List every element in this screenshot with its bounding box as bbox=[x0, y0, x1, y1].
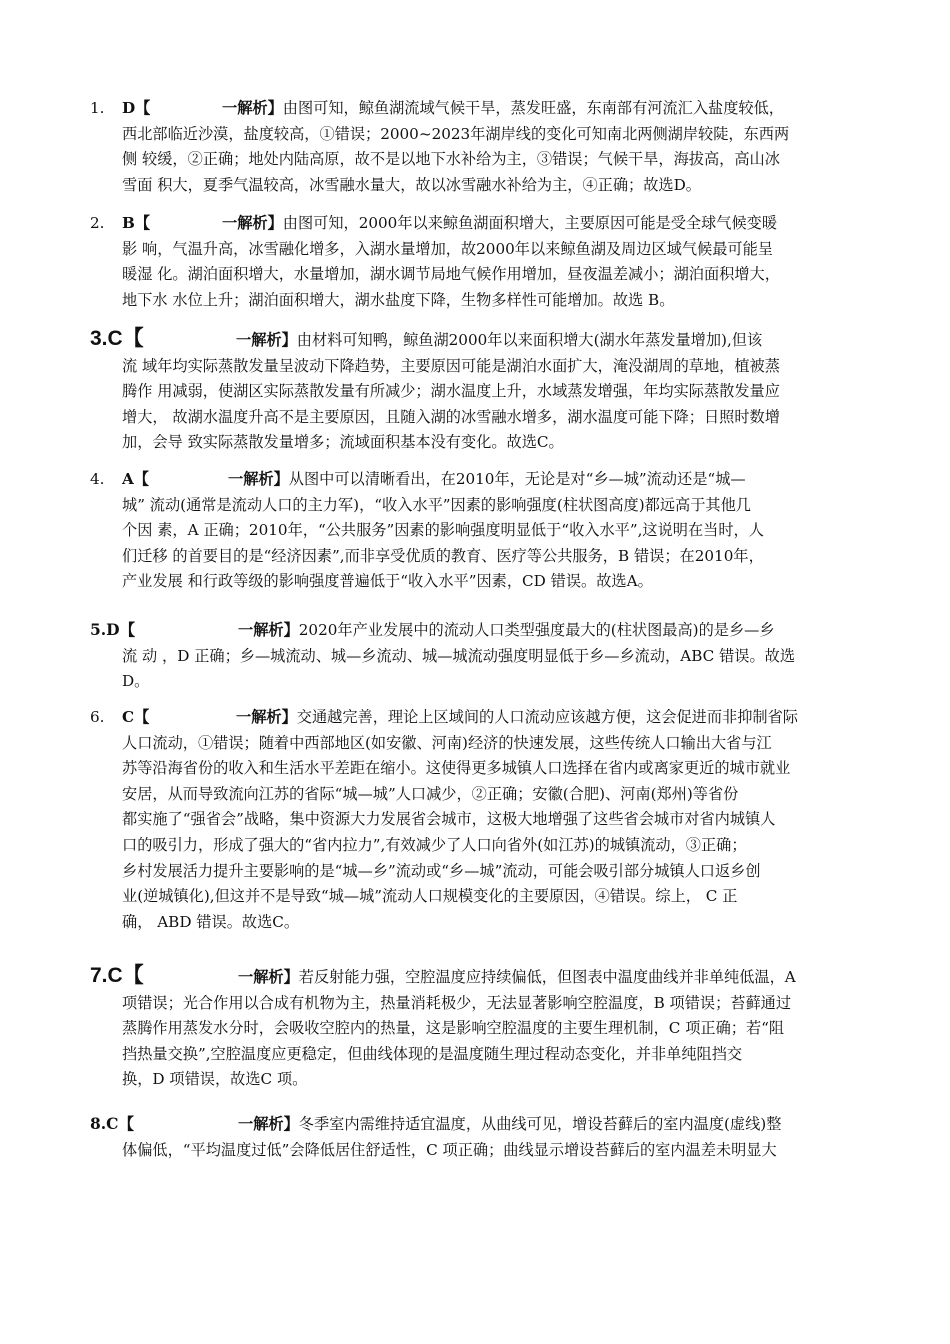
item-1-line-4: 雪面 积大，夏季气温较高，冰雪融水量大，故以冰雪融水补给为主，④正确；故选D。 bbox=[122, 175, 701, 194]
item-4-line-5: 产业发展 和行政等级的影响强度普遍低于“收入水平”因素，CD 错误。故选A。 bbox=[122, 572, 653, 591]
item-number: 5.D【 bbox=[90, 620, 136, 639]
item-number: 4. bbox=[90, 470, 105, 488]
item-4-line-3: 个因 素，A 正确；2010年，“公共服务”因素的影响强度明显低于“收入水平”,这说明在当时，人 bbox=[122, 521, 764, 540]
answer-item-4 bbox=[90, 467, 862, 595]
item-2-line-3: 暖湿 化。湖泊面积增大，水量增加，湖水调节局地气候作用增加，昼夜温差减小；湖泊面积增大， bbox=[122, 265, 780, 284]
answer-item-1 bbox=[90, 96, 862, 198]
answer-item-8 bbox=[90, 1111, 862, 1163]
item-3-line-2: 流 域年均实际蒸散发量呈波动下降趋势，主要原因可能是湖泊水面扩大，淹没湖周的草地，植被蒸 bbox=[122, 356, 780, 375]
analysis-text: 由图可知，鲸鱼湖流域气候干旱，蒸发旺盛，东南部有河流汇入盐度较低， bbox=[282, 99, 784, 117]
analysis-text: 由图可知，2000年以来鲸鱼湖面积增大，主要原因可能是受全球气候变暖 bbox=[282, 214, 778, 232]
item-number: 6. bbox=[90, 708, 105, 726]
answer-letter: A【 bbox=[122, 470, 149, 488]
analysis-tag: 一解析】 bbox=[236, 708, 297, 726]
item-1-line-3: 侧 较缓，②正确；地处内陆高原，故不是以地下水补给为主，③错误；气候干旱，海拔高，高山冰 bbox=[122, 150, 780, 169]
item-6-line-9: 确， ABD 错误。故选C。 bbox=[122, 912, 300, 931]
item-6-line-3: 苏等沿海省份的收入和生活水平差距在缩小。这使得更多城镇人口选择在省内或离家更近的城市就业 bbox=[122, 759, 791, 778]
item-3-line-1 bbox=[90, 326, 862, 354]
analysis-text: 由材料可知鸭，鲸鱼湖2000年以来面积增大(湖水年蒸发量增加),但该 bbox=[296, 331, 763, 349]
item-2-line-2: 影 响，气温升高，冰雪融化增多，入湖水量增加，故2000年以来鲸鱼湖及周边区域气候最可能呈 bbox=[122, 239, 773, 258]
item-number: 2. bbox=[90, 214, 105, 232]
item-6-line-4: 安居，从而导致流向江苏的省际“城—城”人口减少，②正确；安徽(合肥)、河南(郑州)等省份 bbox=[122, 784, 739, 803]
item-1-line-1 bbox=[90, 96, 862, 122]
item-number: 1. bbox=[90, 99, 105, 117]
item-5-line-3: D。 bbox=[122, 672, 150, 691]
analysis-text: 冬季室内需维持适宜温度，从曲线可见，增设苔藓后的室内温度(虚线)整 bbox=[298, 1115, 782, 1133]
answer-item-5 bbox=[90, 617, 862, 695]
item-6-line-8: 业(逆城镇化),但这并不是导致“城—城”流动人口规模变化的主要原因，④错误。综上， C 正 bbox=[122, 887, 738, 906]
item-6-line-2: 人口流动，①错误；随着中西部地区(如安徽、河南)经济的快速发展，这些传统人口输出大省与江 bbox=[122, 733, 772, 752]
item-3-line-3: 腾作 用减弱，使湖区实际蒸散发量有所减少；湖水温度上升，水域蒸发增强，年均实际蒸散发量应 bbox=[122, 382, 780, 401]
item-3-line-5: 加，会导 致实际蒸散发量增多；流域面积基本没有变化。故选C。 bbox=[122, 433, 564, 452]
item-8-line-1 bbox=[90, 1111, 862, 1138]
analysis-tag: 一解析】 bbox=[228, 470, 289, 488]
item-2-line-1 bbox=[90, 211, 862, 237]
item-7-line-2: 项错误；光合作用以合成有机物为主，热量消耗极少，无法显著影响空腔温度，B 项错误；苔藓通过 bbox=[122, 993, 792, 1012]
analysis-tag: 一解析】 bbox=[236, 331, 297, 349]
analysis-tag: 一解析】 bbox=[222, 214, 283, 232]
item-7-line-4: 挡热量交换”,空腔温度应更稳定，但曲线体现的是温度随生理过程动态变化，并非单纯阻挡交 bbox=[122, 1044, 743, 1063]
item-7-line-1 bbox=[90, 963, 862, 991]
analysis-tag: 一解析】 bbox=[238, 621, 299, 639]
item-5-line-1 bbox=[90, 617, 862, 644]
answer-letter: D【 bbox=[122, 99, 151, 117]
item-6-line-5: 都实施了“强省会”战略，集中资源大力发展省会城市，这极大地增强了这些省会城市对省内城镇人 bbox=[122, 810, 776, 829]
item-3-line-4: 增大， 故湖水温度升高不是主要原因，且随入湖的冰雪融水增多，湖水温度可能下降；日照时数增 bbox=[122, 407, 780, 426]
item-number: 7.C【 bbox=[90, 964, 144, 987]
answer-item-2 bbox=[90, 211, 862, 313]
item-4-line-1 bbox=[90, 467, 862, 493]
item-1-line-2: 西北部临近沙漠，盐度较高，①错误；2000~2023年湖岸线的变化可知南北两侧湖岸较陡，东西两 bbox=[122, 124, 790, 143]
item-4-line-2: 城” 流动(通常是流动人口的主力军)，“收入水平”因素的影响强度(柱状图高度)都远高于其他几 bbox=[122, 495, 751, 514]
item-7-line-5: 换，D 项错误，故选C 项。 bbox=[122, 1070, 308, 1089]
item-number: 8.C【 bbox=[90, 1114, 135, 1133]
item-number: 3.C【 bbox=[90, 327, 144, 350]
item-5-line-2: 流 动 ，D 正确；乡—城流动、城—乡流动、城—城流动强度明显低于乡—乡流动，ABC 错误。故选 bbox=[122, 646, 796, 665]
item-7-line-3: 蒸腾作用蒸发水分时，会吸收空腔内的热量，这是影响空腔温度的主要生理机制，C 项正确；若“阻 bbox=[122, 1019, 785, 1038]
item-6-line-1 bbox=[90, 705, 862, 731]
answer-letter: C【 bbox=[122, 708, 150, 726]
answer-item-6 bbox=[90, 705, 862, 935]
answer-letter: B【 bbox=[122, 214, 151, 232]
analysis-text: 2020年产业发展中的流动人口类型强度最大的(柱状图最高)的是乡—乡 bbox=[298, 621, 775, 639]
answer-item-7 bbox=[90, 963, 862, 1093]
analysis-tag: 一解析】 bbox=[238, 1115, 299, 1133]
item-4-line-4: 们迁移 的首要目的是“经济因素”,而非享受优质的教育、医疗等公共服务，B 错误；在2010年， bbox=[122, 546, 764, 565]
analysis-text: 若反射能力强，空腔温度应持续偏低，但图表中温度曲线并非单纯低温，A bbox=[298, 968, 796, 986]
item-6-line-7: 乡村发展活力提升主要影响的是“城—乡”流动或“乡—城”流动，可能会吸引部分城镇人口返乡创 bbox=[122, 861, 761, 880]
analysis-text: 交通越完善，理论上区域间的人口流动应该越方便，这会促进而非抑制省际 bbox=[296, 708, 798, 726]
item-6-line-6: 口的吸引力，形成了强大的“省内拉力”,有效减少了人口向省外(如江苏)的城镇流动，③正确； bbox=[122, 835, 747, 854]
item-8-line-2: 体偏低，“平均温度过低”会降低居住舒适性，C 项正确；曲线显示增设苔藓后的室内温差未明显大 bbox=[122, 1140, 777, 1159]
analysis-text: 从图中可以清晰看出，在2010年，无论是对“乡—城”流动还是“城— bbox=[288, 470, 746, 488]
analysis-tag: 一解析】 bbox=[238, 968, 299, 986]
analysis-tag: 一解析】 bbox=[222, 99, 283, 117]
answer-item-3 bbox=[90, 326, 862, 456]
item-2-line-4: 地下水 水位上升；湖泊面积增大，湖水盐度下降，生物多样性可能增加。故选 B。 bbox=[122, 290, 675, 309]
